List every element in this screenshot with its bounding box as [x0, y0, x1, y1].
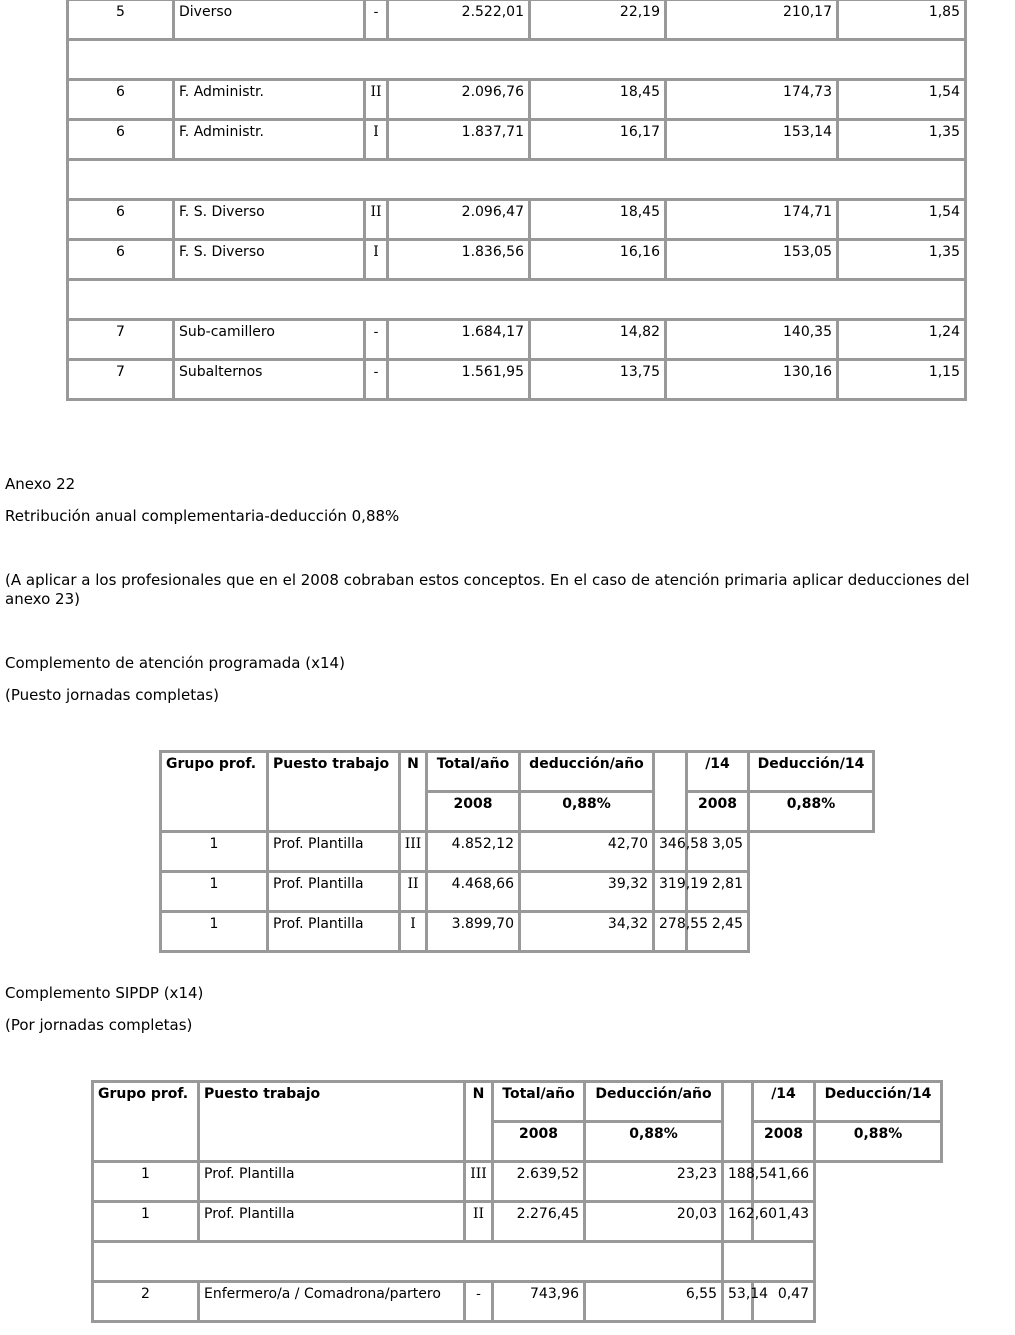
empty-cell — [68, 280, 966, 320]
cell-grupo: 1 — [93, 1202, 199, 1242]
cell-grupo: 5 — [68, 0, 174, 40]
header-deduccion14: Deducción/14 — [815, 1082, 942, 1122]
empty-cell — [93, 1242, 723, 1282]
cell-deduccion14: 2,45 — [687, 912, 749, 952]
table-row — [68, 80, 966, 120]
cell-n: II — [365, 200, 388, 240]
empty-cell — [723, 1242, 815, 1282]
annex-title: Anexo 22 — [5, 475, 76, 493]
cell-deduccion-anio: 39,32 — [520, 872, 654, 912]
cell-total: 2.522,01 — [388, 0, 530, 40]
cell-deduccion14: 1,24 — [838, 320, 966, 360]
empty-cell — [68, 160, 966, 200]
cell-grupo: 2 — [93, 1282, 199, 1322]
cell-n: - — [365, 320, 388, 360]
header-total-year: 2008 — [427, 792, 520, 832]
cell-div14: 346,58 — [654, 832, 687, 872]
table-row — [161, 872, 874, 912]
header-deduccion14: Deducción/14 — [749, 752, 874, 792]
cell-deduccion-anio: 20,03 — [585, 1202, 723, 1242]
cell-deduccion-anio: 18,45 — [530, 80, 666, 120]
header-total: Total/año — [427, 752, 520, 792]
cell-div14: 140,35 — [666, 320, 838, 360]
separator-row — [68, 40, 966, 80]
cell-n: I — [365, 240, 388, 280]
header-puesto: Puesto trabajo — [268, 752, 400, 832]
header-div14-year: 2008 — [687, 792, 749, 832]
cell-n: III — [400, 832, 427, 872]
cell-total: 4.468,66 — [427, 872, 520, 912]
cell-total: 1.561,95 — [388, 360, 530, 400]
cell-n: III — [465, 1162, 493, 1202]
header-deduccion-anio: Deducción/año — [585, 1082, 723, 1122]
cell-grupo: 6 — [68, 80, 174, 120]
cell-grupo: 6 — [68, 120, 174, 160]
cell-puesto: Prof. Plantilla — [268, 832, 400, 872]
cell-deduccion-anio: 18,45 — [530, 200, 666, 240]
cell-div14: 162,60 — [723, 1202, 753, 1242]
cell-deduccion-anio: 22,19 — [530, 0, 666, 40]
header-total-year: 2008 — [493, 1122, 585, 1162]
section2-subtitle: (Por jornadas completas) — [5, 1016, 193, 1034]
cell-n: I — [365, 120, 388, 160]
cell-deduccion14: 2,81 — [687, 872, 749, 912]
cell-deduccion14: 1,85 — [838, 0, 966, 40]
cell-grupo: 6 — [68, 240, 174, 280]
cell-deduccion14: 1,43 — [753, 1202, 815, 1242]
cell-n: - — [365, 0, 388, 40]
header-deduccion-anio: deducción/año — [520, 752, 654, 792]
cell-deduccion-anio: 13,75 — [530, 360, 666, 400]
cell-n: - — [465, 1282, 493, 1322]
header-div14-year: 2008 — [753, 1122, 815, 1162]
cell-deduccion-anio: 16,16 — [530, 240, 666, 280]
header-div14: /14 — [753, 1082, 815, 1122]
header-deduccion-anio-pct: 0,88% — [520, 792, 654, 832]
annex-note: (A aplicar a los profesionales que en el 2008 cobraban estos conceptos. En el caso de atención primaria aplicar deducciones del anexo 23) — [5, 571, 970, 608]
cell-total: 3.899,70 — [427, 912, 520, 952]
separator-row — [93, 1242, 942, 1282]
cell-div14: 278,55 — [654, 912, 687, 952]
header-puesto: Puesto trabajo — [199, 1082, 465, 1162]
section2-title: Complemento SIPDP (x14) — [5, 984, 204, 1002]
header-total: Total/año — [493, 1082, 585, 1122]
cell-total: 2.639,52 — [493, 1162, 585, 1202]
cell-puesto: Sub-camillero — [174, 320, 365, 360]
cell-grupo: 1 — [93, 1162, 199, 1202]
cell-grupo: 1 — [161, 832, 268, 872]
cell-deduccion-anio: 34,32 — [520, 912, 654, 952]
table-sipdp — [91, 1080, 943, 1323]
cell-n: II — [365, 80, 388, 120]
cell-deduccion14: 1,35 — [838, 240, 966, 280]
cell-div14: 174,73 — [666, 80, 838, 120]
cell-total: 1.836,56 — [388, 240, 530, 280]
cell-deduccion-anio: 42,70 — [520, 832, 654, 872]
cell-deduccion-anio: 16,17 — [530, 120, 666, 160]
cell-grupo: 7 — [68, 320, 174, 360]
cell-grupo: 6 — [68, 200, 174, 240]
header-deduccion-anio-pct: 0,88% — [585, 1122, 723, 1162]
cell-deduccion14: 0,47 — [753, 1282, 815, 1322]
spacer-column — [723, 1082, 753, 1162]
annex-subtitle: Retribución anual complementaria-deducción 0,88% — [5, 507, 400, 525]
table-row — [68, 240, 966, 280]
cell-total: 743,96 — [493, 1282, 585, 1322]
cell-deduccion14: 1,15 — [838, 360, 966, 400]
cell-n: I — [400, 912, 427, 952]
cell-div14: 319,19 — [654, 872, 687, 912]
cell-div14: 174,71 — [666, 200, 838, 240]
cell-deduccion14: 1,66 — [753, 1162, 815, 1202]
cell-puesto: Diverso — [174, 0, 365, 40]
table-row — [68, 0, 966, 40]
cell-deduccion-anio: 23,23 — [585, 1162, 723, 1202]
cell-puesto: F. S. Diverso — [174, 240, 365, 280]
cell-deduccion-anio: 6,55 — [585, 1282, 723, 1322]
cell-grupo: 1 — [161, 872, 268, 912]
cell-puesto: F. S. Diverso — [174, 200, 365, 240]
header-deduccion14-pct: 0,88% — [749, 792, 874, 832]
table-row — [161, 912, 874, 952]
cell-total: 2.096,47 — [388, 200, 530, 240]
cell-puesto: Enfermero/a / Comadrona/partero — [199, 1282, 465, 1322]
table-continuation — [66, 0, 967, 401]
empty-cell — [68, 40, 966, 80]
cell-deduccion14: 1,54 — [838, 80, 966, 120]
table-row — [93, 1162, 942, 1202]
header-n: N — [400, 752, 427, 832]
table-row — [68, 320, 966, 360]
header-n: N — [465, 1082, 493, 1162]
cell-div14: 210,17 — [666, 0, 838, 40]
cell-deduccion14: 3,05 — [687, 832, 749, 872]
table-row — [68, 120, 966, 160]
cell-total: 2.276,45 — [493, 1202, 585, 1242]
cell-div14: 53,14 — [723, 1282, 753, 1322]
cell-n: II — [400, 872, 427, 912]
cell-puesto: F. Administr. — [174, 80, 365, 120]
table-atencion-programada — [159, 750, 875, 953]
separator-row — [68, 280, 966, 320]
cell-div14: 130,16 — [666, 360, 838, 400]
cell-div14: 188,54 — [723, 1162, 753, 1202]
cell-deduccion-anio: 14,82 — [530, 320, 666, 360]
cell-div14: 153,05 — [666, 240, 838, 280]
spacer-column — [654, 752, 687, 832]
section1-subtitle: (Puesto jornadas completas) — [5, 686, 219, 704]
header-deduccion14-pct: 0,88% — [815, 1122, 942, 1162]
cell-puesto: Prof. Plantilla — [268, 872, 400, 912]
cell-total: 1.684,17 — [388, 320, 530, 360]
cell-puesto: Subalternos — [174, 360, 365, 400]
cell-total: 4.852,12 — [427, 832, 520, 872]
cell-grupo: 1 — [161, 912, 268, 952]
cell-puesto: Prof. Plantilla — [199, 1202, 465, 1242]
cell-deduccion14: 1,35 — [838, 120, 966, 160]
cell-n: - — [365, 360, 388, 400]
cell-puesto: Prof. Plantilla — [199, 1162, 465, 1202]
cell-puesto: Prof. Plantilla — [268, 912, 400, 952]
table-row — [93, 1282, 942, 1322]
table-row — [161, 832, 874, 872]
table-row — [68, 200, 966, 240]
cell-puesto: F. Administr. — [174, 120, 365, 160]
header-grupo: Grupo prof. — [161, 752, 268, 832]
cell-div14: 153,14 — [666, 120, 838, 160]
table-row — [68, 360, 966, 400]
header-grupo: Grupo prof. — [93, 1082, 199, 1162]
cell-grupo: 7 — [68, 360, 174, 400]
cell-total: 1.837,71 — [388, 120, 530, 160]
section1-title: Complemento de atención programada (x14) — [5, 654, 345, 672]
separator-row — [68, 160, 966, 200]
cell-n: II — [465, 1202, 493, 1242]
cell-deduccion14: 1,54 — [838, 200, 966, 240]
table-row — [93, 1202, 942, 1242]
cell-total: 2.096,76 — [388, 80, 530, 120]
header-div14: /14 — [687, 752, 749, 792]
